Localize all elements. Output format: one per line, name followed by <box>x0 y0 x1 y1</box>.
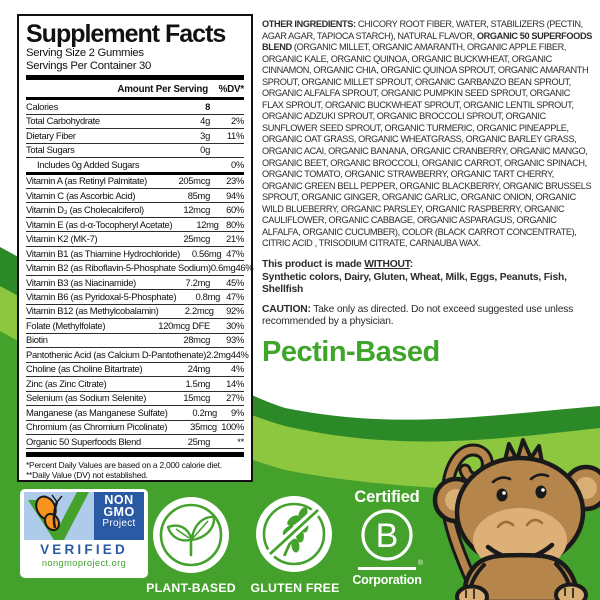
nutrient-amount: 0.56mg <box>191 247 222 259</box>
nutrient-amount: 0g <box>200 144 210 156</box>
non-gmo-line3: Project <box>102 518 136 529</box>
table-row <box>26 189 244 203</box>
nutrient-dv: 23% <box>226 175 244 187</box>
table-row <box>26 247 244 261</box>
table-row <box>26 290 244 304</box>
nutrient-name: Chromium (as Chromium Picolinate) <box>26 421 168 433</box>
non-gmo-line1: NON <box>104 493 134 507</box>
caution-text: CAUTION: Take only as directed. Do not exceed suggested use unless recommended by a physician. <box>262 303 574 328</box>
nutrient-name: Vitamin D₃ (as Cholecalciferol) <box>26 204 144 216</box>
table-row <box>26 305 244 319</box>
table-header-row <box>26 82 244 97</box>
nutrient-dv: 94% <box>226 189 244 201</box>
nutrient-name: Choline (as Choline Bitartrate) <box>26 363 143 375</box>
nutrient-dv: 92% <box>226 305 244 317</box>
wheat-icon <box>255 495 333 573</box>
nutrient-name: Dietary Fiber <box>26 129 76 141</box>
superfoods-blend-label: ORGANIC 50 SUPERFOODS BLEND <box>262 30 592 53</box>
table-row <box>26 261 254 275</box>
made-without-text: This product is made WITHOUT: Synthetic colors, Dairy, Gluten, Wheat, Milk, Eggs, Peanuts, Fish, Shellfish <box>262 258 567 296</box>
nutrient-dv: 9% <box>231 406 244 418</box>
nutrient-amount: 12mg <box>196 218 219 230</box>
table-row <box>26 392 244 406</box>
nutrient-amount: 2.2mg <box>206 348 231 360</box>
table-row <box>26 232 244 246</box>
table-row <box>26 406 244 420</box>
nutrient-dv: ** <box>237 435 244 447</box>
nutrient-name: Vitamin C (as Ascorbic Acid) <box>26 189 136 201</box>
gluten-free-badge <box>255 495 333 573</box>
nutrient-dv: 21% <box>226 233 244 245</box>
gluten-free-label: GLUTEN FREE <box>250 581 340 595</box>
nutrient-dv: 14% <box>226 377 244 389</box>
nutrient-amount: 28mcg <box>183 334 210 346</box>
other-ingredients-label: OTHER INGREDIENTS: <box>262 19 356 29</box>
supplement-facts-panel <box>17 14 253 482</box>
nutrient-amount: 0.2mg <box>192 406 217 418</box>
nutrient-dv: 93% <box>226 334 244 346</box>
b-corp-certified-text: Certified <box>354 488 420 506</box>
caution-label: CAUTION: <box>262 303 311 315</box>
nutrient-amount: 120mcg DFE <box>158 319 210 331</box>
nutrient-amount: 2.2mcg <box>184 305 214 317</box>
non-gmo-wordmark <box>94 492 144 540</box>
nutrient-dv: 47% <box>226 290 244 302</box>
nutrient-dv: 11% <box>226 129 244 141</box>
table-row <box>26 276 244 290</box>
nutrient-name: Vitamin A (as Retinyl Palmitate) <box>26 175 148 187</box>
monkey-mascot-illustration <box>400 400 600 600</box>
nutrient-dv: 80% <box>226 218 244 230</box>
nutrient-name: Zinc (as Zinc Citrate) <box>26 377 107 389</box>
nutrient-dv: 30% <box>226 319 244 331</box>
nutrient-name: Vitamin B12 (as Methylcobalamin) <box>26 305 159 317</box>
nutrient-name: Organic 50 Superfoods Blend <box>26 435 141 447</box>
pectin-based-claim: Pectin-Based <box>262 335 440 368</box>
nutrient-name: Vitamin B2 (as Riboflavin-5-Phosphate Sodium) <box>26 262 211 274</box>
nutrient-name: Biotin <box>26 334 48 346</box>
verified-text: VERIFIED <box>40 542 128 557</box>
nutrient-name: Includes 0g Added Sugars <box>37 158 140 170</box>
non-gmo-art <box>24 492 94 540</box>
divider-thick <box>26 452 244 457</box>
nutrient-dv: 45% <box>226 276 244 288</box>
nutrient-name: Manganese (as Manganese Sulfate) <box>26 406 168 418</box>
nutrient-amount: 12mcg <box>183 204 210 216</box>
nutrient-amount: 24mg <box>187 363 210 375</box>
nutrient-dv: 0% <box>231 158 244 170</box>
table-row <box>26 129 244 143</box>
seedling-icon <box>152 496 230 574</box>
column-header-amount: Amount Per Serving <box>117 84 208 96</box>
table-row <box>26 218 244 232</box>
svg-text:B: B <box>375 517 399 555</box>
servings-per-container: Servings Per Container 30 <box>26 59 151 72</box>
nutrient-dv: 27% <box>226 392 244 404</box>
nutrient-dv: 47% <box>226 247 244 259</box>
nutrient-amount: 3g <box>200 129 210 141</box>
nutrient-name: Selenium (as Sodium Selenite) <box>26 392 147 404</box>
table-row <box>26 435 244 449</box>
nutrient-amount: 205mcg <box>178 175 210 187</box>
table-row <box>26 144 244 158</box>
nutrient-dv: 4% <box>231 363 244 375</box>
nutrient-amount: 85mg <box>187 189 210 201</box>
nutrient-amount: 1.5mg <box>185 377 210 389</box>
nutrient-amount: 15mcg <box>183 392 210 404</box>
nutrient-name: Calories <box>26 100 58 112</box>
nutrient-name: Total Carbohydrate <box>26 115 100 127</box>
non-gmo-verified-logo <box>20 489 148 578</box>
nutrient-amount: 25mg <box>187 435 210 447</box>
facts-table-rows <box>26 100 254 449</box>
nutrient-name: Vitamin E (as d-α-Tocopheryl Acetate) <box>26 218 173 230</box>
without-underlined: WITHOUT <box>364 258 410 270</box>
divider-thick <box>26 75 244 80</box>
made-without-items: Synthetic colors, Dairy, Gluten, Wheat, Milk, Eggs, Peanuts, Fish, Shellfish <box>262 271 567 296</box>
nutrient-amount: 0.6mg <box>210 262 236 274</box>
table-row <box>26 334 244 348</box>
nutrient-dv: 2% <box>231 115 244 127</box>
non-gmo-line2: GMO <box>103 505 135 519</box>
table-row <box>26 100 244 114</box>
nutrient-name: Vitamin B1 (as Thiamine Hydrochloride) <box>26 247 180 259</box>
nutrient-amount: 0.8mg <box>195 290 221 302</box>
nutrient-amount: 25mcg <box>183 233 210 245</box>
nutrient-amount: 35mcg <box>190 421 217 433</box>
nutrient-name: Pantothenic Acid (as Calcium D-Pantothenate) <box>26 348 207 360</box>
table-row <box>26 348 249 362</box>
plant-based-badge <box>152 496 230 574</box>
serving-size: Serving Size 2 Gummies <box>26 47 144 59</box>
nongmo-url: nongmoproject.org <box>41 558 127 568</box>
nutrient-name: Total Sugars <box>26 144 75 156</box>
table-row <box>26 203 244 217</box>
table-row <box>26 363 244 377</box>
table-row <box>26 421 244 435</box>
nutrient-amount: 4g <box>200 115 210 127</box>
b-corp-corporation-text: Corporation <box>352 573 422 587</box>
footnote-dv: *Percent Daily Values are based on a 2,000 calorie diet. <box>26 460 222 471</box>
nutrient-name: Vitamin B3 (as Niacinamide) <box>26 276 137 288</box>
nutrient-name: Vitamin K2 (MK-7) <box>26 233 98 245</box>
nutrient-dv: 44% <box>230 348 249 360</box>
table-row <box>26 175 244 189</box>
table-row <box>26 158 244 174</box>
column-header-dv: %DV* <box>218 84 244 96</box>
other-ingredients-text: OTHER INGREDIENTS: CHICORY ROOT FIBER, WATER, STABILIZERS (PECTIN, AGAR AGAR, TAPIOCA STARCH), NATURAL FLAVOR, ORGANIC 50 SUPERFOODS BLEND (ORGANIC MILLET, ORGANIC AMARANTH, ORGANIC APPLE FIBER, ORGANIC KALE, ORGANIC QUINOA, ORGANIC BUCKWHEAT, ORGANIC CINNAMON, ORGANIC CHIA, ORGANIC QUINOA SPROUT, ORGANIC AMARANTH SPROUT, ORGANIC MILLET SPROUT, ORGANIC GARBANZO BEAN SPROUT, ORGANIC ALFALFA SPROUT, ORGANIC PUMPKIN SEED SPROUT, ORGANIC FLAX SPROUT, ORGANIC BUCKWHEAT SPROUT, ORGANIC LENTIL SPROUT, ORGANIC ADZUKI SPROUT, ORGANIC BROCCOLI SPROUT, ORGANIC SUNFLOWER SEED SPROUT, ORGANIC TURMERIC, ORGANIC PINEAPPLE, ORGANIC OAT GRASS, ORGANIC WHEATGRASS, ORGANIC BARLEY GRASS, ORGANIC ACAI, ORGANIC BANANA, ORGANIC CRANBERRY, ORGANIC MANGO, ORGANIC BEET, ORGANIC BROCCOLI, ORGANIC CARROT, ORGANIC SPINACH, ORGANIC TOMATO, ORGANIC STRAWBERRY, ORGANIC TART CHERRY, ORGANIC GREEN BELL PEPPER, ORGANIC BLACKBERRY, ORGANIC BRUSSELS SPROUT, ORGANIC GINGER, ORGANIC GARLIC, ORGANIC ONION, ORGANIC WILD BLUEBERRY, ORGANIC PARSLEY, ORGANIC RASPBERRY, ORGANIC CAULIFLOWER, ORGANIC CABBAGE, ORGANIC ASPARAGUS, ORGANIC ALFALFA, ORGANIC CUCUMBER), COLOR (BLACK CARROT CONCENTRATE), CITRIC ACID , TRISODIUM CITRATE, CARNAUBA WAX. <box>262 19 592 249</box>
nutrient-dv: 100% <box>221 421 244 433</box>
nutrient-dv: 46% <box>235 262 254 274</box>
nutrient-name: Folate (Methylfolate) <box>26 319 106 331</box>
table-row <box>26 377 244 391</box>
registered-mark: ® <box>417 560 423 567</box>
nutrient-amount: 8 <box>205 100 210 112</box>
table-row <box>26 115 244 129</box>
nutrient-amount: 7.2mg <box>185 276 210 288</box>
nutrient-dv: 60% <box>226 204 244 216</box>
panel-title: Supplement Facts <box>26 20 226 48</box>
table-row <box>26 319 244 333</box>
info-column <box>262 19 593 369</box>
plant-based-label: PLANT-BASED <box>146 581 236 595</box>
footnote-not-established: **Daily Value (DV) not established. <box>26 470 148 481</box>
nutrient-name: Vitamin B6 (as Pyridoxal-5-Phosphate) <box>26 290 177 302</box>
